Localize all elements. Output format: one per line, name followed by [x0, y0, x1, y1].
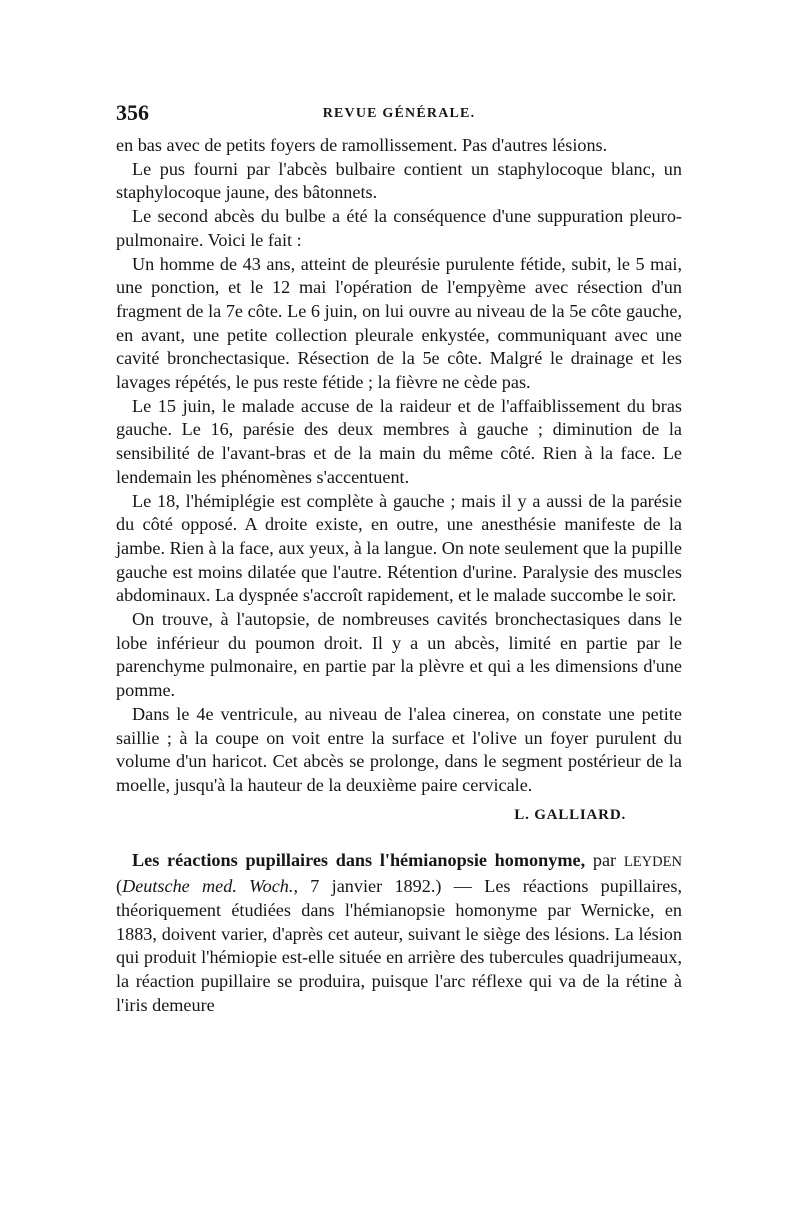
paragraph: Le 18, l'hémiplégie est complète à gauche ; mais il y a aussi de la parésie du côté opposé. A droite existe, en outre, une anesthésie manifeste de la jambe. Rien à la face, aux yeux, à la langue. On note seulement que la pupille gauche est moins dilatée que l'autre. Rétention d'urine. Paralysie des muscles abdominaux. La dyspnée s'accroît rapidement, et le malade succombe le soir.: [116, 490, 682, 606]
paragraph: Le pus fourni par l'abcès bulbaire contient un staphylocoque blanc, un staphylocoque jaune, des bâtonnets.: [116, 158, 682, 203]
signature: L. GALLIARD.: [514, 806, 626, 823]
paragraph: Le 15 juin, le malade accuse de la raideur et de l'affaiblissement du bras gauche. Le 16, parésie des deux membres à gauche ; diminution de la sensibilité de l'avant-bras et de la main du même côté. Rien à la face. Le lendemain les phénomènes s'accentuent.: [116, 395, 682, 487]
article-author: LEYDEN: [623, 854, 682, 871]
running-head: REVUE GÉNÉRALE.: [322, 106, 476, 121]
section-gap: [116, 827, 682, 849]
paragraph: Dans le 4e ventricule, au niveau de l'alea cinerea, on constate une petite saillie ; à la coupe on voit entre la surface et l'olive un foyer purulent du volume d'un haricot. Cet abcès se prolonge, dans le segment postérieur de la moelle, jusqu'à la hauteur de la deuxième paire cervicale.: [116, 703, 682, 795]
paragraph: Un homme de 43 ans, atteint de pleurésie purulente fétide, subit, le 5 mai, une ponction, et le 12 mai l'opération de l'empyème avec résection d'un fragment de la 7e côte. Le 6 juin, on lui ouvre au niveau de la 5e côte gauche, en avant, une petite collection pleurale enkystée, communiquant avec une cavité bronchectasique. Résection de la 5e côte. Malgré le drainage et les lavages répétés, le pus reste fétide ; la fièvre ne cède pas.: [116, 253, 682, 393]
page-header: [116, 100, 682, 124]
journal-name: Deutsche med. Woch.: [122, 876, 294, 897]
paragraph: On trouve, à l'autopsie, de nombreuses cavités bronchectasiques dans le lobe inférieur du poumon droit. Il y a un abcès, limité en partie par le parenchyme pulmonaire, en partie par la plèvre et qui a les dimensions d'une pomme.: [116, 609, 682, 701]
page-number: 356: [116, 100, 149, 125]
article-dash: —: [441, 876, 485, 897]
paragraph: Le second abcès du bulbe a été la conséquence d'une suppuration pleuro-pulmonaire. Voici le fait :: [116, 206, 682, 250]
article-paragraph: [116, 849, 682, 1017]
article-title: Les réactions pupillaires dans l'hémianopsie homonyme,: [132, 850, 586, 871]
citation-open: (: [116, 876, 123, 897]
paragraph: en bas avec de petits foyers de ramollissement. Pas d'autres lésions.: [116, 135, 608, 155]
article-by: par: [585, 850, 624, 871]
body-text: [116, 134, 682, 1017]
citation-date: , 7 janvier 1892.): [293, 876, 442, 897]
article-body: Les réactions pupillaires, théoriquement étudiées dans l'hémianopsie homonyme par Wernicke, en 1883, doivent varier, d'après cet auteur, suivant le siège des lésions. La lésion qui produit l'hémiopie est-elle située en arrière des tubercules quadrijumeaux, la réaction pupillaire se produira, puisque l'arc réflexe qui va de la rétine à l'iris demeure: [116, 876, 683, 1015]
